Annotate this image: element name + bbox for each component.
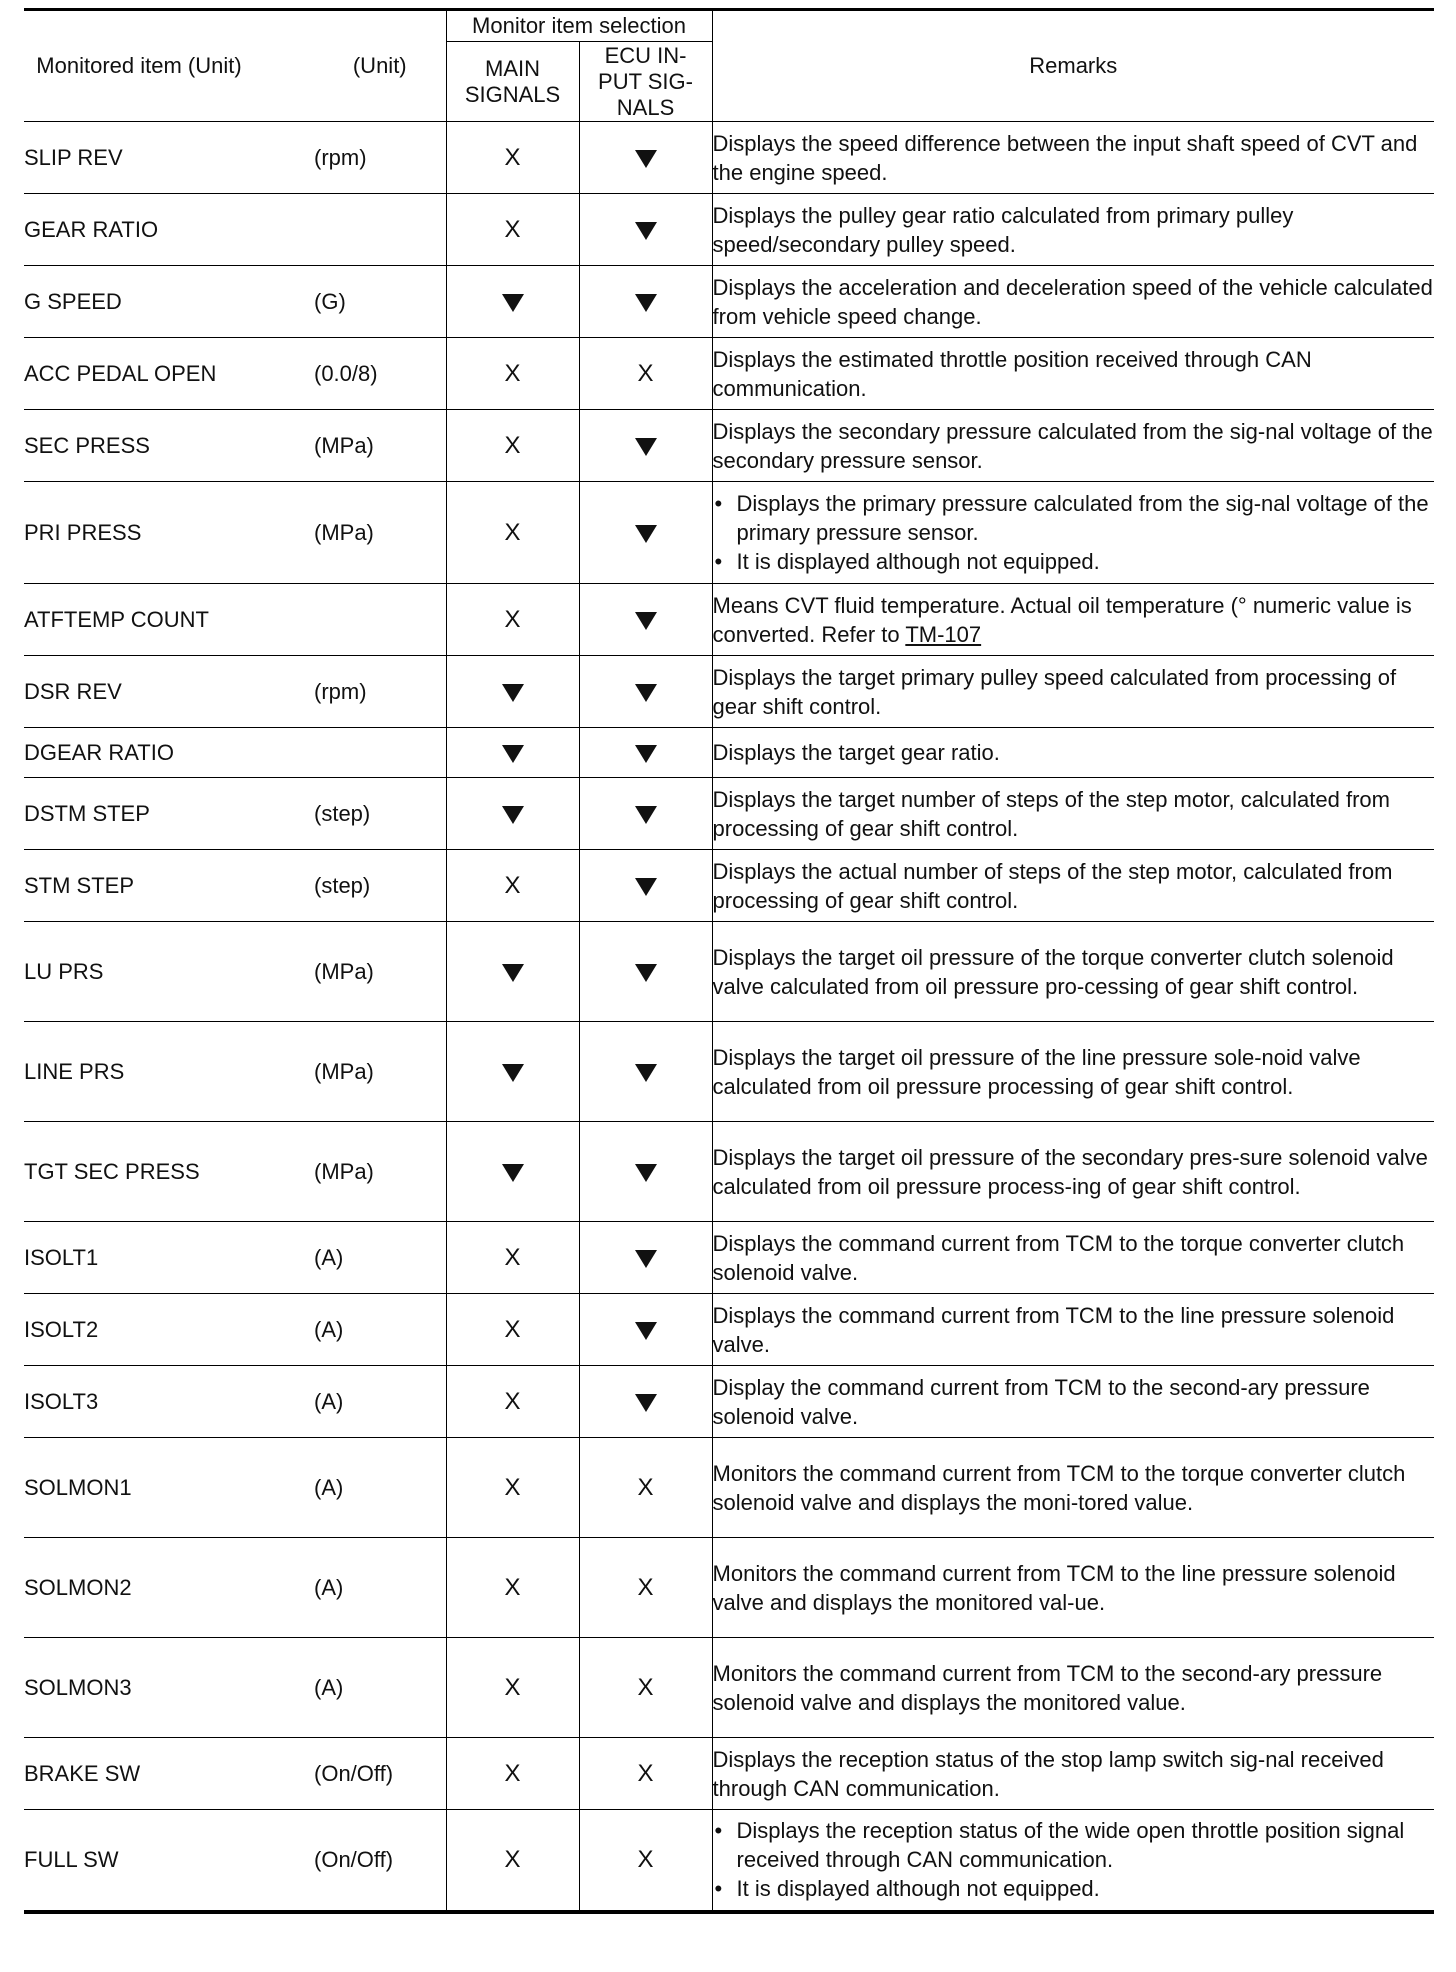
main-signals-cell bbox=[446, 194, 579, 266]
table-row bbox=[24, 1810, 1434, 1912]
black-down-triangle-icon bbox=[502, 745, 524, 763]
main-signals-cell bbox=[446, 122, 579, 194]
black-down-triangle-icon bbox=[502, 806, 524, 824]
table-row bbox=[24, 922, 1434, 1022]
x-mark: X bbox=[637, 1846, 654, 1874]
remarks-text: Displays the acceleration and deceleration speed of the vehicle calculated from vehicle speed change. bbox=[712, 274, 1433, 329]
remarks-text: Displays the target oil pressure of the secondary pres-sure solenoid valve calculated from oil pressure process-ing of gear shift control. bbox=[712, 1144, 1428, 1199]
remarks-bullet-item: • It is displayed although not equipped. bbox=[713, 547, 1435, 576]
unit-cell: (A) bbox=[314, 1294, 446, 1366]
x-mark: X bbox=[637, 1760, 654, 1787]
monitored-item-cell: SOLMON3 bbox=[24, 1638, 314, 1738]
unit-cell: (A) bbox=[314, 1222, 446, 1294]
ecu-input-signals-cell bbox=[579, 1538, 712, 1638]
remarks-text: Monitors the command current from TCM to the second-ary pressure solenoid valve and displays the monitored value. bbox=[712, 1660, 1383, 1715]
main-signals-cell bbox=[446, 922, 579, 1022]
ecu-input-signals-cell bbox=[579, 1122, 712, 1222]
table-row bbox=[24, 194, 1434, 266]
monitored-item-cell: ATFTEMP COUNT bbox=[24, 584, 314, 656]
x-mark: X bbox=[504, 144, 521, 171]
remarks-bullet-item: • Displays the primary pressure calculated from the sig-nal voltage of the primary pressure sensor. bbox=[713, 489, 1435, 547]
x-mark: X bbox=[504, 1574, 521, 1601]
monitored-item-cell: SOLMON2 bbox=[24, 1538, 314, 1638]
remarks-text: Displays the target primary pulley speed calculated from processing of gear shift control. bbox=[712, 664, 1397, 719]
unit-cell: (0.0/8) bbox=[314, 338, 446, 410]
monitored-item-cell: SEC PRESS bbox=[24, 410, 314, 482]
ecu-input-signals-cell bbox=[579, 778, 712, 850]
black-down-triangle-icon bbox=[635, 525, 657, 543]
main-signals-cell bbox=[446, 850, 579, 922]
main-signals-cell bbox=[446, 1538, 579, 1638]
unit-cell: (MPa) bbox=[314, 1022, 446, 1122]
ecu-input-signals-cell bbox=[579, 1738, 712, 1810]
unit-cell: (MPa) bbox=[314, 1122, 446, 1222]
main-signals-cell bbox=[446, 728, 579, 778]
unit-cell: (rpm) bbox=[314, 122, 446, 194]
monitored-item-cell: SOLMON1 bbox=[24, 1438, 314, 1538]
x-mark: X bbox=[637, 1474, 654, 1501]
monitored-item-cell: ISOLT1 bbox=[24, 1222, 314, 1294]
main-signals-cell bbox=[446, 778, 579, 850]
black-down-triangle-icon bbox=[635, 964, 657, 982]
remarks-cell bbox=[712, 1438, 1434, 1538]
ecu-input-signals-cell bbox=[579, 122, 712, 194]
main-signals-cell bbox=[446, 1022, 579, 1122]
remarks-bullet-item: • Displays the reception status of the wide open throttle position signal received through CAN communication. bbox=[713, 1816, 1435, 1874]
main-signals-cell bbox=[446, 1810, 579, 1912]
main-signals-cell bbox=[446, 584, 579, 656]
x-mark: X bbox=[504, 1846, 521, 1874]
unit-cell: (A) bbox=[314, 1438, 446, 1538]
ecu-input-signals-cell bbox=[579, 194, 712, 266]
main-signals-cell bbox=[446, 338, 579, 410]
header-main-signals-line2: SIGNALS bbox=[464, 81, 561, 107]
table-row bbox=[24, 1638, 1434, 1738]
header-ecu-input-signals bbox=[579, 42, 712, 122]
monitored-item-cell: PRI PRESS bbox=[24, 482, 314, 584]
remarks-cell bbox=[712, 1122, 1434, 1222]
x-mark: X bbox=[637, 1574, 654, 1601]
remarks-text: Displays the reception status of the stop lamp switch sig-nal received through CAN communication. bbox=[712, 1746, 1384, 1801]
unit-cell: (MPa) bbox=[314, 482, 446, 584]
x-mark: X bbox=[504, 360, 521, 387]
header-ecu-line1: ECU IN- bbox=[604, 42, 687, 68]
black-down-triangle-icon bbox=[502, 294, 524, 312]
ecu-input-signals-cell bbox=[579, 656, 712, 728]
remarks-cell bbox=[712, 482, 1434, 584]
remarks-text: Displays the command current from TCM to the line pressure solenoid valve. bbox=[712, 1302, 1395, 1357]
monitored-item-cell: FULL SW bbox=[24, 1810, 314, 1912]
black-down-triangle-icon bbox=[635, 150, 657, 168]
black-down-triangle-icon bbox=[502, 964, 524, 982]
main-signals-cell bbox=[446, 482, 579, 584]
ecu-input-signals-cell bbox=[579, 410, 712, 482]
unit-cell: (MPa) bbox=[314, 922, 446, 1022]
unit-cell bbox=[314, 728, 446, 778]
ecu-input-signals-cell bbox=[579, 584, 712, 656]
unit-cell: (step) bbox=[314, 850, 446, 922]
monitored-item-cell: LINE PRS bbox=[24, 1022, 314, 1122]
x-mark: X bbox=[504, 1388, 521, 1415]
header-monitored-item: Monitored item (Unit) bbox=[24, 10, 314, 122]
unit-cell: (step) bbox=[314, 778, 446, 850]
remarks-cell bbox=[712, 1638, 1434, 1738]
remarks-text: Displays the pulley gear ratio calculated from primary pulley speed/secondary pulley speed. bbox=[712, 202, 1294, 257]
black-down-triangle-icon bbox=[635, 1164, 657, 1182]
ecu-input-signals-cell bbox=[579, 266, 712, 338]
remarks-text: Displays the speed difference between the input shaft speed of CVT and the engine speed. bbox=[712, 130, 1418, 185]
ecu-input-signals-cell bbox=[579, 482, 712, 584]
black-down-triangle-icon bbox=[502, 684, 524, 702]
remarks-cell bbox=[712, 778, 1434, 850]
main-signals-cell bbox=[446, 656, 579, 728]
monitored-item-cell: BRAKE SW bbox=[24, 1738, 314, 1810]
ecu-input-signals-cell bbox=[579, 1438, 712, 1538]
monitored-item-cell: SLIP REV bbox=[24, 122, 314, 194]
remarks-cell bbox=[712, 1738, 1434, 1810]
x-mark: X bbox=[504, 1244, 521, 1271]
header-ecu-line3: NALS bbox=[616, 94, 675, 120]
remarks-text: Means CVT fluid temperature. Actual oil temperature (° numeric value is converted. Refer to bbox=[712, 592, 1412, 647]
header-main-signals-line1: MAIN bbox=[485, 55, 540, 81]
remarks-text: Displays the target number of steps of the step motor, calculated from processing of gear shift control. bbox=[712, 786, 1390, 841]
black-down-triangle-icon bbox=[635, 294, 657, 312]
table-row bbox=[24, 1294, 1434, 1366]
x-mark: X bbox=[504, 1674, 521, 1701]
monitored-item-cell: TGT SEC PRESS bbox=[24, 1122, 314, 1222]
remarks-cell bbox=[712, 194, 1434, 266]
ecu-input-signals-cell bbox=[579, 1294, 712, 1366]
x-mark: X bbox=[504, 1760, 521, 1787]
table-row bbox=[24, 1122, 1434, 1222]
table-row bbox=[24, 1022, 1434, 1122]
main-signals-cell bbox=[446, 1738, 579, 1810]
table-row bbox=[24, 1366, 1434, 1438]
remarks-text: Displays the actual number of steps of the step motor, calculated from processing of gear shift control. bbox=[712, 858, 1393, 913]
monitored-item-cell: G SPEED bbox=[24, 266, 314, 338]
table-row bbox=[24, 482, 1434, 584]
ecu-input-signals-cell bbox=[579, 338, 712, 410]
x-mark: X bbox=[504, 432, 521, 459]
remarks-text: Displays the target oil pressure of the line pressure sole-noid valve calculated from oil pressure processing of gear shift control. bbox=[712, 1044, 1361, 1099]
remarks-cell bbox=[712, 1810, 1434, 1912]
table-row bbox=[24, 584, 1434, 656]
unit-cell: (G) bbox=[314, 266, 446, 338]
x-mark: X bbox=[504, 519, 521, 546]
x-mark: X bbox=[504, 872, 521, 899]
remarks-bullet-list bbox=[713, 489, 1435, 576]
monitor-item-table-container bbox=[24, 8, 1434, 1914]
black-down-triangle-icon bbox=[502, 1164, 524, 1182]
main-signals-cell bbox=[446, 1222, 579, 1294]
black-down-triangle-icon bbox=[635, 878, 657, 896]
table-row bbox=[24, 850, 1434, 922]
remarks-cell bbox=[712, 656, 1434, 728]
x-mark: X bbox=[504, 606, 521, 633]
ecu-input-signals-cell bbox=[579, 1222, 712, 1294]
monitor-item-table bbox=[24, 8, 1434, 1914]
main-signals-cell bbox=[446, 1366, 579, 1438]
remarks-text: Displays the target oil pressure of the torque converter clutch solenoid valve calculated from oil pressure pro-cessing of gear shift control. bbox=[712, 944, 1394, 999]
table-row bbox=[24, 122, 1434, 194]
ecu-input-signals-cell bbox=[579, 922, 712, 1022]
unit-cell bbox=[314, 194, 446, 266]
unit-cell: (A) bbox=[314, 1638, 446, 1738]
remarks-cell bbox=[712, 584, 1434, 656]
main-signals-cell bbox=[446, 1122, 579, 1222]
black-down-triangle-icon bbox=[502, 1064, 524, 1082]
monitored-item-cell: ISOLT2 bbox=[24, 1294, 314, 1366]
header-unit: (Unit) bbox=[314, 10, 446, 122]
black-down-triangle-icon bbox=[635, 745, 657, 763]
black-down-triangle-icon bbox=[635, 684, 657, 702]
reference-link[interactable]: TM-107 bbox=[905, 621, 982, 647]
remarks-bullet-list bbox=[713, 1816, 1435, 1903]
main-signals-cell bbox=[446, 410, 579, 482]
remarks-cell bbox=[712, 1538, 1434, 1638]
monitored-item-cell: ACC PEDAL OPEN bbox=[24, 338, 314, 410]
x-mark: X bbox=[504, 216, 521, 243]
table-row bbox=[24, 1738, 1434, 1810]
x-mark: X bbox=[637, 1674, 654, 1701]
unit-cell: (A) bbox=[314, 1366, 446, 1438]
ecu-input-signals-cell bbox=[579, 728, 712, 778]
remarks-cell bbox=[712, 1222, 1434, 1294]
unit-cell: (MPa) bbox=[314, 410, 446, 482]
black-down-triangle-icon bbox=[635, 612, 657, 630]
table-row bbox=[24, 728, 1434, 778]
black-down-triangle-icon bbox=[635, 222, 657, 240]
x-mark: X bbox=[637, 360, 654, 387]
header-ecu-line2: PUT SIG- bbox=[598, 68, 693, 94]
table-row bbox=[24, 1438, 1434, 1538]
black-down-triangle-icon bbox=[635, 1250, 657, 1268]
remarks-text: Display the command current from TCM to the second-ary pressure solenoid valve. bbox=[712, 1374, 1370, 1429]
main-signals-cell bbox=[446, 1638, 579, 1738]
remarks-text: Displays the target gear ratio. bbox=[712, 740, 1000, 765]
monitored-item-cell: GEAR RATIO bbox=[24, 194, 314, 266]
remarks-bullet-item: • It is displayed although not equipped. bbox=[713, 1874, 1435, 1903]
remarks-cell bbox=[712, 410, 1434, 482]
ecu-input-signals-cell bbox=[579, 1638, 712, 1738]
table-row bbox=[24, 410, 1434, 482]
remarks-cell bbox=[712, 1294, 1434, 1366]
ecu-input-signals-cell bbox=[579, 1366, 712, 1438]
main-signals-cell bbox=[446, 1294, 579, 1366]
black-down-triangle-icon bbox=[635, 1394, 657, 1412]
unit-cell: (rpm) bbox=[314, 656, 446, 728]
header-remarks: Remarks bbox=[712, 10, 1434, 122]
monitored-item-cell: DSR REV bbox=[24, 656, 314, 728]
unit-cell bbox=[314, 584, 446, 656]
ecu-input-signals-cell bbox=[579, 1022, 712, 1122]
remarks-cell bbox=[712, 728, 1434, 778]
table-body bbox=[24, 122, 1434, 1912]
monitored-item-cell: ISOLT3 bbox=[24, 1366, 314, 1438]
remarks-cell bbox=[712, 1366, 1434, 1438]
remarks-cell bbox=[712, 122, 1434, 194]
x-mark: X bbox=[504, 1474, 521, 1501]
remarks-text: Monitors the command current from TCM to the line pressure solenoid valve and displays the monitored val-ue. bbox=[712, 1560, 1396, 1615]
black-down-triangle-icon bbox=[635, 438, 657, 456]
remarks-text: Displays the secondary pressure calculated from the sig-nal voltage of the secondary pressure sensor. bbox=[712, 418, 1433, 473]
unit-cell: (On/Off) bbox=[314, 1738, 446, 1810]
table-row bbox=[24, 266, 1434, 338]
x-mark: X bbox=[504, 1316, 521, 1343]
monitored-item-cell: DSTM STEP bbox=[24, 778, 314, 850]
remarks-cell bbox=[712, 338, 1434, 410]
table-row bbox=[24, 1222, 1434, 1294]
remarks-cell bbox=[712, 922, 1434, 1022]
monitored-item-cell: DGEAR RATIO bbox=[24, 728, 314, 778]
main-signals-cell bbox=[446, 266, 579, 338]
black-down-triangle-icon bbox=[635, 1322, 657, 1340]
table-row bbox=[24, 656, 1434, 728]
header-monitor-item-selection: Monitor item selection bbox=[446, 10, 712, 42]
remarks-text: Displays the command current from TCM to the torque converter clutch solenoid valve. bbox=[712, 1230, 1405, 1285]
ecu-input-signals-cell bbox=[579, 1810, 712, 1912]
table-row bbox=[24, 338, 1434, 410]
main-signals-cell bbox=[446, 1438, 579, 1538]
unit-cell: (On/Off) bbox=[314, 1810, 446, 1912]
black-down-triangle-icon bbox=[635, 1064, 657, 1082]
header-main-signals bbox=[446, 42, 579, 122]
monitored-item-cell: LU PRS bbox=[24, 922, 314, 1022]
black-down-triangle-icon bbox=[635, 806, 657, 824]
table-row bbox=[24, 778, 1434, 850]
monitored-item-cell: STM STEP bbox=[24, 850, 314, 922]
remarks-text: Displays the estimated throttle position received through CAN communication. bbox=[712, 346, 1312, 401]
remarks-cell bbox=[712, 850, 1434, 922]
ecu-input-signals-cell bbox=[579, 850, 712, 922]
unit-cell: (A) bbox=[314, 1538, 446, 1638]
remarks-cell bbox=[712, 1022, 1434, 1122]
remarks-cell bbox=[712, 266, 1434, 338]
table-row bbox=[24, 1538, 1434, 1638]
remarks-text: Monitors the command current from TCM to the torque converter clutch solenoid valve and displays the moni-tored value. bbox=[712, 1460, 1406, 1515]
